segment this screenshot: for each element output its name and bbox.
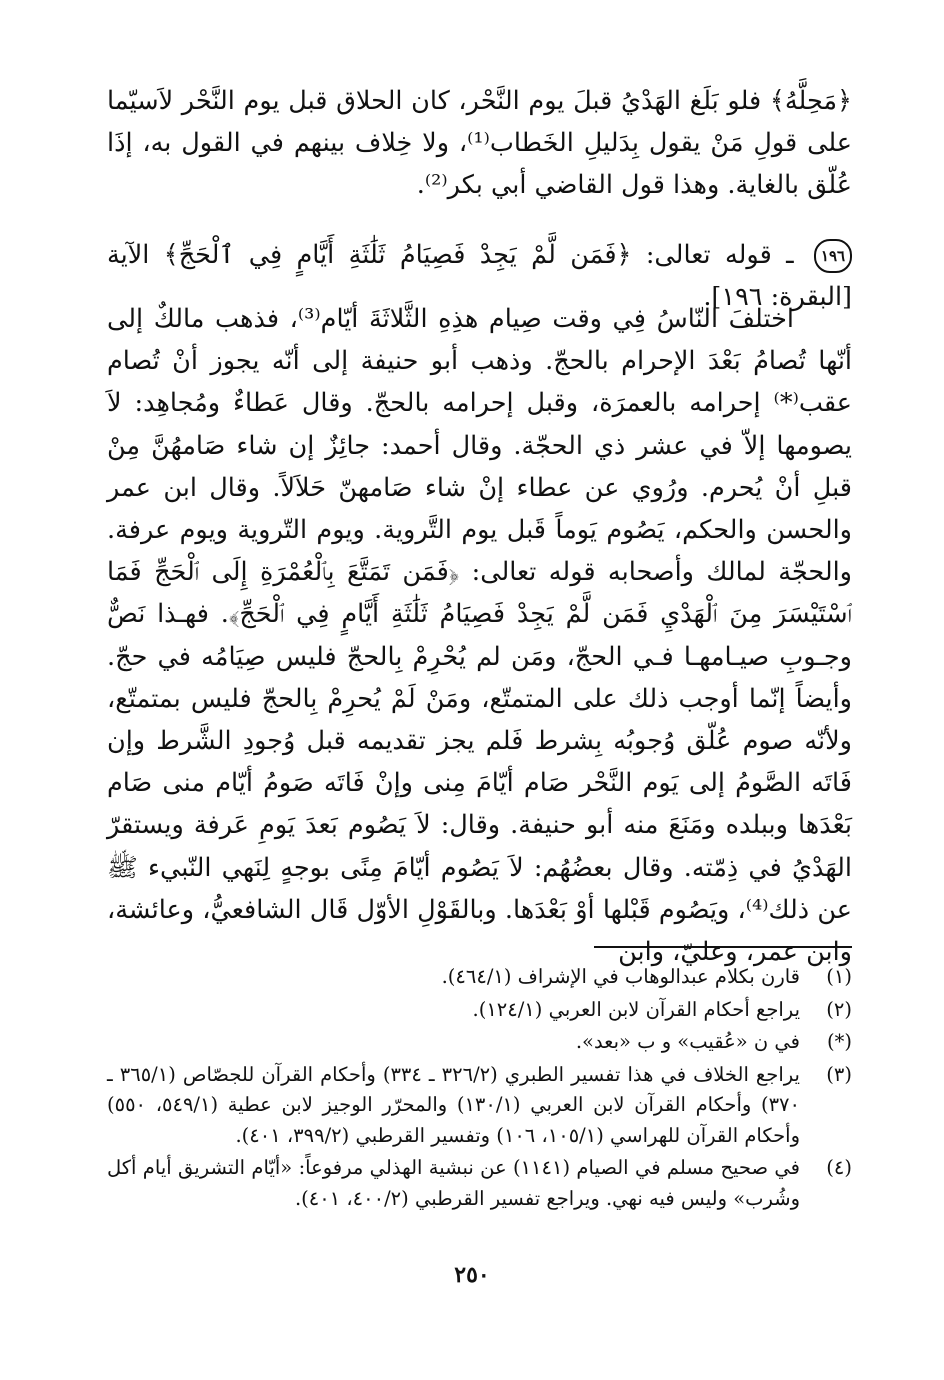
- footnote-item: [107, 1060, 852, 1152]
- footnote-number: (٤): [826, 1156, 852, 1179]
- footnote-text: في ن «عُقيب» و ب «بعد».: [575, 1030, 800, 1053]
- main-text: اختلفَ النّاسُ فِي وقت صِيام هذِهِ الثَّلاثَةَ أيّام⁽³⁾، فذهب مالكٌ إلى أنّها تُصامُ بَعْدَ الإحرام بالحجّ. وذهب أبو حنيفة إلى أنّه يجوز أنْ تُصام عقب⁽*⁾ إحرامه بالعمرَة، وقبل إحرامه بالحجّ. وقال عَطاءٌ ومُجاهِد: لاَ يصومها إلاّ في عشر ذي الحجّة. وقال أحمد: جائِزٌ إن شاء صَامهُنَّ مِنْ قبلِ أنْ يُحرم. ورُوي عن عطاء إنْ شاء صَامهنّ حَلاَلاً. وقال ابن عمر والحسن والحكم، يَصُوم يَوماً قَبل يوم التَّروية. ويوم التّروية ويوم عرفة. والحجّة لمالك وأصحابه قوله تعالى: ﴿فَمَن تَمَتَّعَ بِٱلْعُمْرَةِ إِلَى ٱلْحَجِّ فَمَا ٱسْتَيْسَرَ مِنَ ٱلْهَدْيِ فَمَن لَّمْ يَجِدْ فَصِيَامُ ثَلَٰثَةِ أَيَّامٍ فِي ٱلْحَجِّ﴾. فهـذا نَصٌّ وجـوبِ صيـامهـا فـي الحجّ، ومَن لم يُحْرِمْ بِالحجّ فليس صِيَامُه في حجّ. وأيضاً إنّما أوجب ذلك على المتمتّع، ومَنْ لَمْ يُحرِمْ بِالحجّ فليس بمتمتّع، ولأنّه صوم عُلّق وُجوبُه بِشرط فَلم يجز تقديمه قبل وُجودِ الشَّرط وإن فَاتَه الصَّومُ إلى يَوم النَّحْر صَام أيّامَ مِنى وإنْ فَاتَه صَومُ أيّام منى صَام بَعْدَها وببلده ومَنَعَ منه أبو حنيفة. وقال: لاَ يَصُوم بَعدَ يَومِ عَرفة ويستقرّ الهَدْيُ في ذِمّته. وقال بعضُهُم: لاَ يَصُوم أيّامَ مِنًى بوجهٍ لِنَهي النّبيء ﷺ عن ذلك⁽⁴⁾، ويَصُوم قَبْلها أوْ بَعْدَها. وبالقَوْلِ الأوّل قَال الشافعيُّ، وعائشة، وابن عمر، وعليّ، وابن: [107, 304, 852, 968]
- page-number: ٢٥٠: [454, 1262, 490, 1288]
- verse-heading-text: ـ قوله تعالى: ﴿فَمَن لَّمْ يَجِدْ فَصِيَامُ ثَلَٰثَةِ أَيَّامٍ فِي ٱلْحَجِّ﴾ الآية [البقرة: ١٩٦].: [107, 240, 852, 313]
- footnote-item: [107, 962, 852, 993]
- main-paragraph: [107, 298, 852, 973]
- footnote-text: يراجع أحكام القرآن لابن العربي (١٢٤/١).: [472, 997, 800, 1021]
- footnote-separator: [594, 946, 852, 948]
- footnote-text: في صحيح مسلم في الصيام (١١٤١) عن نبشية الهذلي مرفوعاً: «أيّام التشريق أيام أكل وشُرب» وليس فيه نهي. ويراجع تفسير القرطبي (٤٠٠/٢، ٤٠١).: [107, 1156, 800, 1210]
- footnote-number: (١): [826, 965, 852, 988]
- footnote-item: [107, 1027, 852, 1058]
- footnote-item: [107, 1153, 852, 1214]
- footnote-number: (٢): [826, 997, 852, 1021]
- footnote-item: [107, 995, 852, 1026]
- footnote-number: (٣): [826, 1062, 852, 1086]
- continuation-paragraph: [107, 80, 852, 207]
- footnote-text: يراجع الخلاف في هذا تفسير الطبري (٣٢٦/٢ ـ ٣٣٤) وأحكام القرآن للجصّاص (٣٦٥/١ ـ ٣٧٠) وأحكام القرآن لابن العربي (١٣٠/١) والمحرّر الوجيز لابن عطية (٥٤٩/١، ٥٥٠) وأحكام القرآن للهراسي (١٠٥/١، ١٠٦) وتفسير القرطبي (٣٩٩/٢، ٤٠١).: [107, 1062, 800, 1147]
- continuation-text: ﴿مَحِلَّهُ﴾ فلو بَلَغ الهَدْيُ قبلَ يوم النَّحْر، كان الحلاق قبل يوم النَّحْر لاَسيّما على قولِ مَنْ يقول بِدَليلِ الخَطاب⁽¹⁾، ولا خِلاف بينهم في القول به، إذَا عُلّق بالغاية. وهذا قول القاضي أبي بكر⁽²⁾.: [107, 86, 852, 201]
- verse-number-badge: ١٩٦: [814, 239, 852, 273]
- footnote-number: (*): [827, 1030, 852, 1053]
- footnotes: [107, 962, 852, 1216]
- footnote-text: قارن بكلام عبدالوهاب في الإشراف (٤٦٤/١).: [441, 965, 800, 988]
